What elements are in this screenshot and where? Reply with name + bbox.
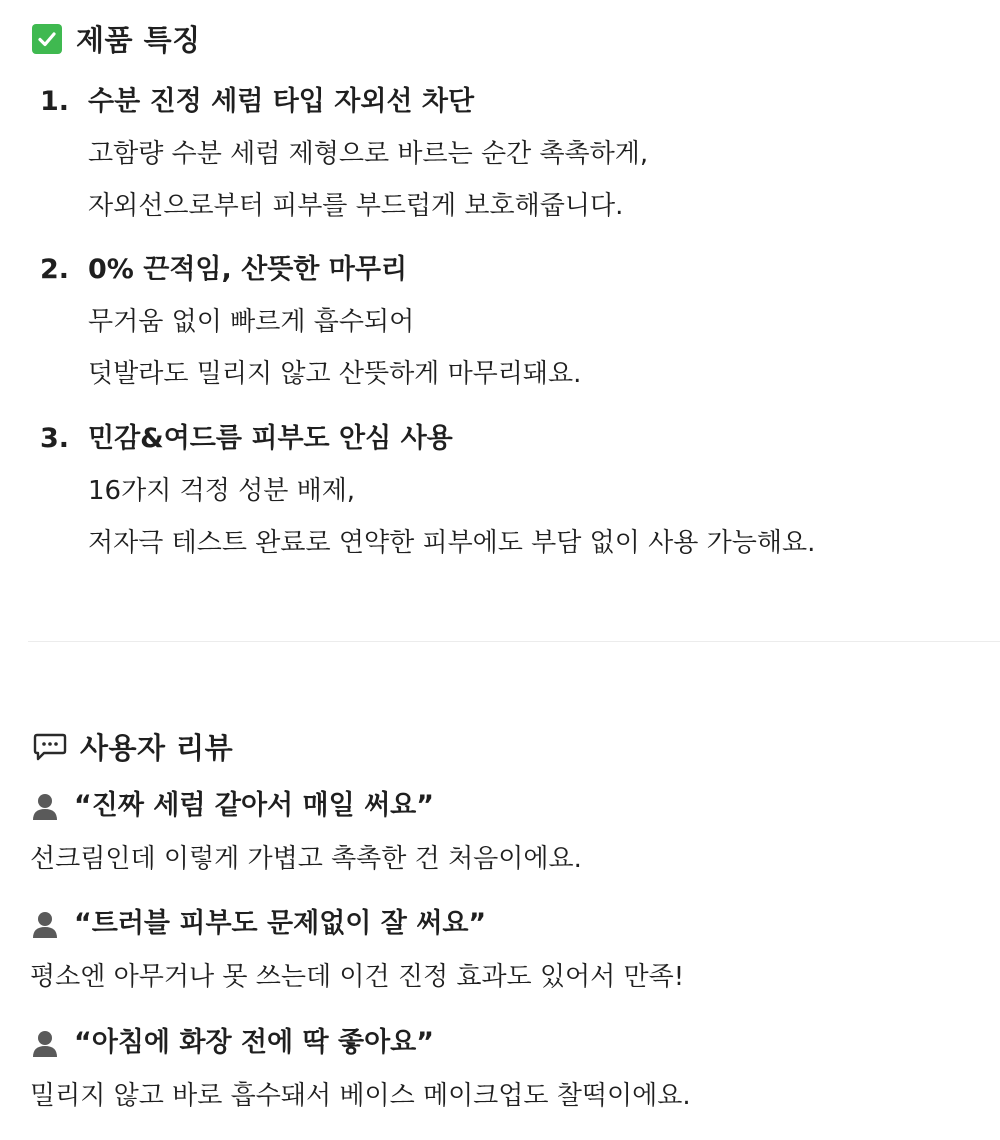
feature-item (40, 252, 990, 400)
feature-number: 3. (40, 423, 70, 454)
feature-number: 1. (40, 86, 70, 117)
reviews-title-text: 사용자 리뷰 (80, 731, 234, 765)
feature-heading: 민감&여드름 피부도 안심 사용 (88, 423, 453, 454)
feature-description-line: 무거움 없이 빠르게 흡수되어 (88, 307, 415, 337)
feature-number: 2. (40, 254, 70, 285)
review-item (30, 788, 990, 882)
person-icon (30, 791, 60, 821)
review-item (30, 906, 990, 1000)
review-item (30, 1025, 990, 1119)
review-text: 평소엔 아무거나 못 쓰는데 이건 진정 효과도 있어서 만족! (30, 962, 685, 992)
review-text: 선크림인데 이렇게 가볍고 촉촉한 건 처음이에요. (30, 844, 582, 874)
review-quote: “아침에 화장 전에 딱 좋아요” (74, 1027, 434, 1058)
feature-description-line: 16가지 걱정 성분 배제, (88, 476, 356, 506)
review-quote: “진짜 세럼 같아서 매일 써요” (74, 790, 434, 821)
features-title (32, 18, 201, 59)
reviews-title (32, 726, 233, 767)
person-icon (30, 1028, 60, 1058)
review-text: 밀리지 않고 바로 흡수돼서 베이스 메이크업도 찰떡이에요. (30, 1081, 691, 1111)
speech-bubble-icon (32, 732, 68, 762)
section-divider (28, 641, 1000, 642)
feature-description-line: 자외선으로부터 피부를 부드럽게 보호해줍니다. (88, 191, 624, 221)
feature-description-line: 저자극 테스트 완료로 연약한 피부에도 부담 없이 사용 가능해요. (88, 528, 816, 558)
feature-description-line: 덧발라도 밀리지 않고 산뜻하게 마무리돼요. (88, 359, 582, 389)
feature-heading: 수분 진정 세럼 타입 자외선 차단 (88, 86, 475, 117)
review-quote: “트러블 피부도 문제없이 잘 써요” (74, 908, 487, 939)
feature-item (40, 84, 990, 232)
feature-item (40, 421, 990, 569)
check-mark-icon (32, 24, 62, 54)
feature-heading: 0% 끈적임, 산뜻한 마무리 (88, 254, 408, 285)
features-title-text: 제품 특징 (76, 23, 201, 57)
feature-description-line: 고함량 수분 세럼 제형으로 바르는 순간 촉촉하게, (88, 139, 649, 169)
person-icon (30, 909, 60, 939)
